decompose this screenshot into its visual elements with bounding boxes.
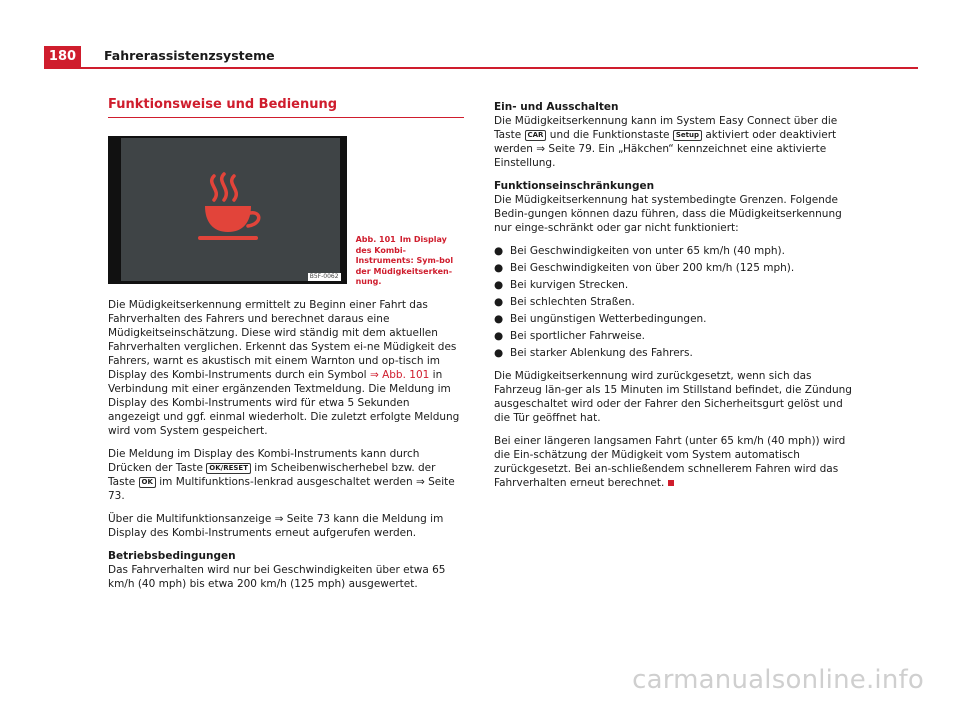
list-item	[494, 278, 854, 292]
list-item-text: Bei Geschwindigkeiten von über 200 km/h (125 mph).	[510, 262, 795, 274]
text: Die Meldung im Display des Kombi-Instruments kann durch Drücken der Taste	[108, 448, 420, 474]
subheading: Betriebsbedingungen	[108, 550, 236, 562]
section-title: Funktionsweise und Bedienung	[108, 98, 464, 118]
list-item	[494, 261, 854, 275]
paragraph: Über die Multifunktionsanzeige ⇒ Seite 73 kann die Meldung im Display des Kombi-Instruments erneut aufgerufen werden.	[108, 513, 444, 539]
caption-text: Im Display des Kombi-Instruments: Sym-bol der Müdigkeitserken-nung.	[355, 235, 454, 286]
text: Bei einer längeren langsamen Fahrt (unter 65 km/h (40 mph)) wird die Ein-schätzung der Müdigkeit vom System automatisch zurückgesetzt. Bei an-schließendem schnellerem Fahren wird das Fahrverhalten erneut berechnet.	[494, 435, 846, 489]
paragraph	[494, 434, 854, 490]
list-item-text: Bei kurvigen Strecken.	[510, 279, 629, 291]
paragraph: Die Müdigkeitserkennung hat systembedingte Grenzen. Folgende Bedin-gungen können dazu führen, dass die Müdigkeitserkennung nur einge-schränkt oder gar nicht funktioniert:	[494, 194, 842, 234]
figure-display	[108, 136, 347, 284]
list-item	[494, 295, 854, 309]
text: in Verbindung mit einer ergänzenden Textmeldung. Die Meldung im Display des Kombi-Instruments wird für etwa 5 Sekunden angezeigt und ggf. einmal wiederholt. Die zuletzt erfolgte Meldung wird vom System gespeichert.	[108, 369, 460, 437]
ok-reset-key: OK/RESET	[206, 463, 251, 474]
text: Die Müdigkeitserkennung kann im System Easy Connect über die Taste	[494, 115, 838, 141]
subheading: Ein- und Ausschalten	[494, 101, 619, 113]
bullet-icon: ●	[494, 245, 504, 257]
bullet-icon: ●	[494, 330, 504, 342]
car-key: CAR	[525, 130, 547, 141]
chapter-title: Fahrerassistenzsysteme	[104, 48, 275, 63]
limitations-list	[494, 244, 854, 360]
ok-key: OK	[139, 477, 156, 488]
end-of-section-icon	[668, 480, 674, 486]
header-divider	[44, 67, 918, 69]
list-item-text: Bei sportlicher Fahrweise.	[510, 330, 646, 342]
setup-key: Setup	[673, 130, 702, 141]
paragraph: Das Fahrverhalten wird nur bei Geschwindigkeiten über etwa 65 km/h (40 mph) bis etwa 200 km/h (125 mph) ausgewertet.	[108, 564, 446, 590]
bullet-icon: ●	[494, 296, 504, 308]
figure-row	[108, 136, 464, 284]
page-number: 180	[44, 46, 81, 68]
text: im Scheibenwischerhebel bzw. der Taste	[108, 462, 436, 488]
left-column	[108, 98, 464, 600]
bullet-icon: ●	[494, 347, 504, 359]
list-item	[494, 346, 854, 360]
paragraph	[494, 114, 854, 170]
caption-number: Abb. 101	[355, 235, 396, 244]
figure-caption	[356, 235, 464, 284]
bullet-icon: ●	[494, 313, 504, 325]
list-item-text: Bei schlechten Straßen.	[510, 296, 635, 308]
bullet-icon: ●	[494, 262, 504, 274]
text: aktiviert oder deaktiviert werden ⇒ Seite 79. Ein „Häkchen“ kennzeichnet eine aktivierte Einstellung.	[494, 129, 837, 169]
subheading: Funktionseinschränkungen	[494, 180, 655, 192]
paragraph: Die Müdigkeitserkennung wird zurückgesetzt, wenn sich das Fahrzeug län-ger als 15 Minuten im Stillstand befindet, die Zündung ausgeschaltet wird oder der Fahrer den Sicherheitsgurt gelöst und die Tür geöffnet hat.	[494, 370, 852, 424]
bullet-icon: ●	[494, 279, 504, 291]
paragraph	[108, 298, 464, 438]
text: und die Funktionstaste	[546, 129, 673, 141]
list-item-text: Bei Geschwindigkeiten von unter 65 km/h (40 mph).	[510, 245, 785, 257]
list-item-text: Bei ungünstigen Wetterbedingungen.	[510, 313, 707, 325]
list-item	[494, 244, 854, 258]
text: im Multifunktions-lenkrad ausgeschaltet werden ⇒ Seite 73.	[108, 476, 455, 502]
list-item	[494, 329, 854, 343]
text: Die Müdigkeitserkennung ermittelt zu Beginn einer Fahrt das Fahrverhalten des Fahrers und berechnet daraus eine Müdigkeitseinschätzung. Diese wird ständig mit dem aktuellen Fahrverhalten verglichen. Erkennt das System ei-ne Müdigkeit des Fahrers, warnt es akustisch mit einem Warnton und op-tisch im Display des Kombi-Instruments durch ein Symbol	[108, 299, 457, 381]
list-item-text: Bei starker Ablenkung des Fahrers.	[510, 347, 693, 359]
paragraph	[108, 447, 464, 503]
watermark: carmanualsonline.info	[632, 665, 924, 695]
figure-code: B5F-0062	[309, 273, 339, 280]
coffee-cup-icon	[196, 172, 266, 244]
list-item	[494, 312, 854, 326]
right-column	[494, 100, 854, 499]
figure-link[interactable]: ⇒ Abb. 101	[369, 369, 430, 381]
